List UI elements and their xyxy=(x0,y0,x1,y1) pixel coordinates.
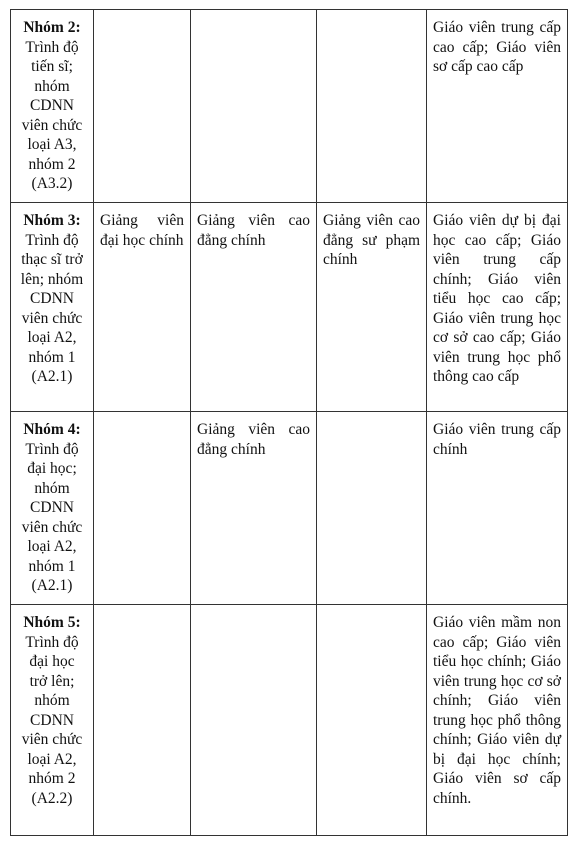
university-lecturer-cell xyxy=(94,605,191,836)
pedagogical-college-lecturer-cell xyxy=(317,10,427,203)
table-row xyxy=(11,203,568,412)
group-description: Trình độ đại học trở lên; nhóm CDNN viên chức loại A2, nhóm 2 (A2.2) xyxy=(21,633,83,807)
pedagogical-college-lecturer-cell xyxy=(317,412,427,605)
college-lecturer-cell: Giảng viên cao đẳng chính xyxy=(191,412,317,605)
group-description: Trình độ đại học; nhóm CDNN viên chức loại A2, nhóm 1 (A2.1) xyxy=(21,440,83,594)
university-lecturer-cell: Giảng viên đại học chính xyxy=(94,203,191,412)
university-lecturer-cell xyxy=(94,10,191,203)
teacher-titles-cell: Giáo viên mầm non cao cấp; Giáo viên tiểu học chính; Giáo viên trung học cơ sở chính; Giáo viên trung học phổ thông chính; Giáo viên dự bị đại học chính; Giáo viên sơ cấp chính. xyxy=(427,605,568,836)
pedagogical-college-lecturer-cell xyxy=(317,605,427,836)
university-lecturer-cell xyxy=(94,412,191,605)
group-description: Trình độ tiến sĩ; nhóm CDNN viên chức loại A3, nhóm 2 (A3.2) xyxy=(21,38,83,192)
group-cell xyxy=(11,605,94,836)
group-label: Nhóm 3: xyxy=(23,212,81,229)
group-label: Nhóm 4: xyxy=(23,421,81,438)
teacher-titles-cell: Giáo viên dự bị đại học cao cấp; Giáo viên trung cấp chính; Giáo viên tiểu học cao cấp; Giáo viên trung học cơ sở cao cấp; Giáo viên trung học phổ thông cao cấp xyxy=(427,203,568,412)
table-row xyxy=(11,412,568,605)
group-label: Nhóm 5: xyxy=(23,614,81,631)
group-cell xyxy=(11,203,94,412)
job-title-table xyxy=(10,9,568,836)
table-row xyxy=(11,605,568,836)
group-description: Trình độ thạc sĩ trở lên; nhóm CDNN viên chức loại A2, nhóm 1 (A2.1) xyxy=(20,231,84,385)
teacher-titles-cell: Giáo viên trung cấp cao cấp; Giáo viên sơ cấp cao cấp xyxy=(427,10,568,203)
table-row xyxy=(11,10,568,203)
college-lecturer-cell: Giảng viên cao đẳng chính xyxy=(191,203,317,412)
college-lecturer-cell xyxy=(191,10,317,203)
pedagogical-college-lecturer-cell: Giảng viên cao đẳng sư phạm chính xyxy=(317,203,427,412)
group-label: Nhóm 2: xyxy=(23,19,81,36)
group-cell xyxy=(11,10,94,203)
college-lecturer-cell xyxy=(191,605,317,836)
teacher-titles-cell: Giáo viên trung cấp chính xyxy=(427,412,568,605)
group-cell xyxy=(11,412,94,605)
